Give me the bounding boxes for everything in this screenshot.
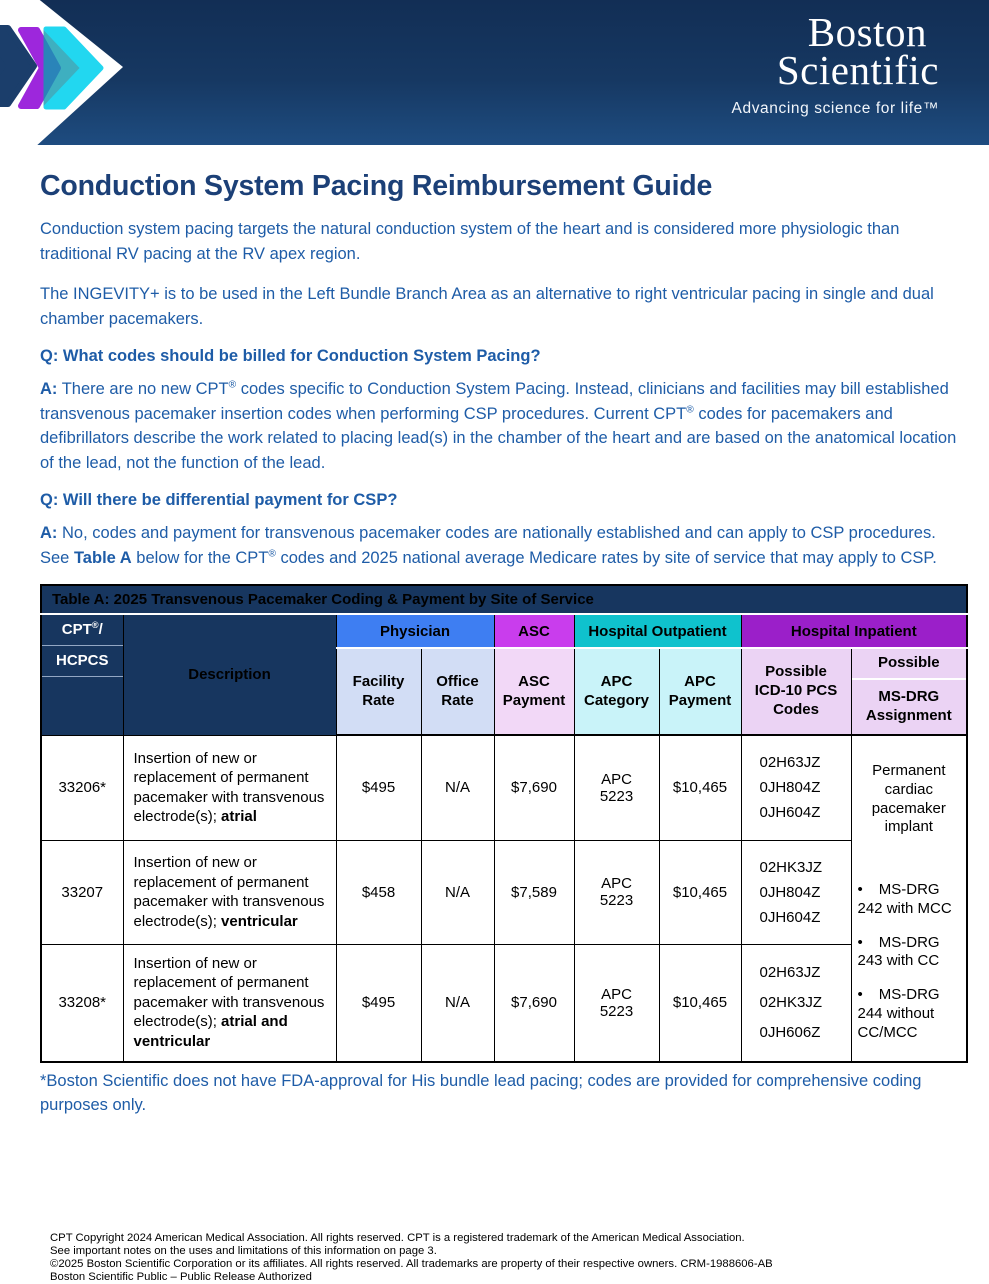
col-header-msdrg-assignment: MS-DRG Assignment <box>865 688 952 724</box>
table-row <box>41 944 967 1062</box>
icd10-code-list <box>760 964 847 1041</box>
group-header-hospital-inpatient: Hospital Inpatient <box>741 614 967 648</box>
bullet-icon: • <box>857 933 863 951</box>
cell-facility-rate: $495 <box>336 735 421 840</box>
cell-office-rate: N/A <box>421 735 494 840</box>
cell-apc-payment: $10,465 <box>659 735 741 840</box>
boston-scientific-logo <box>731 9 939 118</box>
cell-apc-category: APC 5223 <box>574 944 659 1062</box>
group-header-physician: Physician <box>336 614 494 648</box>
cell-code: 33206* <box>41 735 123 840</box>
footer-line: See important notes on the uses and limitations of this information on page 3. <box>50 1245 437 1257</box>
cell-apc-payment: $10,465 <box>659 840 741 944</box>
msdrg-item-text: MS-DRG 244 without CC/MCC <box>857 986 940 1041</box>
msdrg-item <box>858 934 961 972</box>
cell-apc-payment: $10,465 <box>659 944 741 1062</box>
header-banner <box>0 0 989 145</box>
col-header-description: Description <box>123 614 336 735</box>
cell-asc-payment: $7,589 <box>494 840 574 944</box>
col-header-facility-rate: Facility Rate <box>336 648 421 735</box>
col-header-apc-payment: APC Payment <box>659 648 741 735</box>
icd10-code: 0JH604Z <box>759 804 821 822</box>
cell-description: Insertion of new or replacement of permanent pacemaker with transvenous electrode(s); atrial <box>123 735 336 840</box>
col-header-apc-category: APC Category <box>574 648 659 735</box>
msdrg-item-text: MS-DRG 242 with MCC <box>857 881 952 917</box>
msdrg-item <box>858 881 961 919</box>
col-header-office-rate: Office Rate <box>421 648 494 735</box>
cell-icd10-codes <box>741 944 851 1062</box>
icd10-code-list <box>760 754 847 821</box>
cell-apc-category: APC 5223 <box>574 735 659 840</box>
col-header-msdrg <box>851 648 967 735</box>
group-header-hospital-outpatient: Hospital Outpatient <box>574 614 741 648</box>
col-header-icd10-codes: Possible ICD-10 PCS Codes <box>741 648 851 735</box>
cell-icd10-codes <box>741 840 851 944</box>
cell-office-rate: N/A <box>421 944 494 1062</box>
cell-facility-rate: $495 <box>336 944 421 1062</box>
icd10-code: 02HK3JZ <box>759 858 823 876</box>
logo-word-scientific: Scientific <box>776 46 939 93</box>
table-title: Table A: 2025 Transvenous Pacemaker Coding & Payment by Site of Service <box>41 585 967 614</box>
bullet-icon: • <box>857 986 863 1003</box>
main-content <box>0 170 989 1117</box>
intro-paragraph-1: Conduction system pacing targets the natural conduction system of the heart and is considered more physiologic than traditional RV pacing at the RV apex region. <box>40 220 900 263</box>
cell-office-rate: N/A <box>421 840 494 944</box>
cell-msdrg-assignment <box>851 735 967 1062</box>
cell-description: Insertion of new or replacement of permanent pacemaker with transvenous electrode(s); atrial and ventricular <box>123 944 336 1062</box>
cell-facility-rate: $458 <box>336 840 421 944</box>
icd10-code: 02HK3JZ <box>759 994 823 1011</box>
msdrg-heading: Permanent cardiac pacemaker implant <box>871 762 946 836</box>
answer-1: A: There are no new CPT® codes specific to Conduction System Pacing. Instead, clinicians and facilities may bill established transvenous pacemaker insertion codes when performing CSP procedures. Current CPT® codes for pacemakers and defibrillators describe the work related to placing lead(s) in the chamber of the heart and are based on the anatomical location of the lead, not the function of the lead. <box>40 379 957 472</box>
group-header-asc: ASC <box>494 614 574 648</box>
icd10-code: 0JH606Z <box>759 1024 821 1041</box>
cell-description: Insertion of new or replacement of permanent pacemaker with transvenous electrode(s); ventricular <box>123 840 336 944</box>
footer-line: Boston Scientific Public – Public Release Authorized <box>50 1271 312 1283</box>
corner-line-hcpcs: HCPCS <box>42 646 123 677</box>
footer-line: CPT Copyright 2024 American Medical Association. All rights reserved. CPT is a registered trademark of the American Medical Association. <box>50 1232 745 1244</box>
icd10-code: 02H63JZ <box>759 964 821 981</box>
cell-code: 33208* <box>41 944 123 1062</box>
icd10-code: 0JH804Z <box>759 883 821 901</box>
logo-tagline: Advancing science for life™ <box>731 99 939 117</box>
msdrg-item-text: MS-DRG 243 with CC <box>857 933 940 970</box>
col-header-msdrg-possible: Possible <box>852 649 967 680</box>
icd10-code: 02H63JZ <box>759 754 821 772</box>
intro-paragraph-2: The INGEVITY+ is to be used in the Left Bundle Branch Area as an alternative to right ventricular pacing in single and dual chamber pacemakers. <box>40 285 934 328</box>
question-1: Q: What codes should be billed for Conduction System Pacing? <box>40 347 541 365</box>
col-header-cpt-hcpcs <box>41 614 123 735</box>
icd10-code: 0JH804Z <box>759 779 821 797</box>
col-header-asc-payment: ASC Payment <box>494 648 574 735</box>
corner-line-cpt: CPT®/ <box>42 615 123 646</box>
cell-asc-payment: $7,690 <box>494 735 574 840</box>
footer-line: ©2025 Boston Scientific Corporation or its affiliates. All rights reserved. All trademarks are property of their respective owners. CRM-1988606-AB <box>50 1258 773 1270</box>
icd10-code: 0JH604Z <box>759 908 821 926</box>
question-2: Q: Will there be differential payment for CSP? <box>40 491 398 509</box>
cell-apc-category: APC 5223 <box>574 840 659 944</box>
cell-code: 33207 <box>41 840 123 944</box>
icd10-code-list <box>760 859 847 926</box>
cell-icd10-codes <box>741 735 851 840</box>
page-title: Conduction System Pacing Reimbursement Guide <box>40 170 713 202</box>
logo-word-boston: Boston <box>807 9 927 55</box>
table-row <box>41 840 967 944</box>
logo-chevrons-icon <box>0 0 150 145</box>
msdrg-item <box>858 986 961 1042</box>
answer-2: A: No, codes and payment for transvenous pacemaker codes are nationally established and can apply to CSP procedures. See Table A below for the CPT® codes and 2025 national average Medicare rates by site of service that may apply to CSP. <box>40 524 937 567</box>
page-footer <box>50 1232 773 1284</box>
table-row <box>41 735 967 840</box>
cell-asc-payment: $7,690 <box>494 944 574 1062</box>
table-a <box>40 584 968 1063</box>
bullet-icon: • <box>857 881 863 898</box>
table-footnote: *Boston Scientific does not have FDA-approval for His bundle lead pacing; codes are provided for comprehensive coding purposes only. <box>40 1071 922 1114</box>
